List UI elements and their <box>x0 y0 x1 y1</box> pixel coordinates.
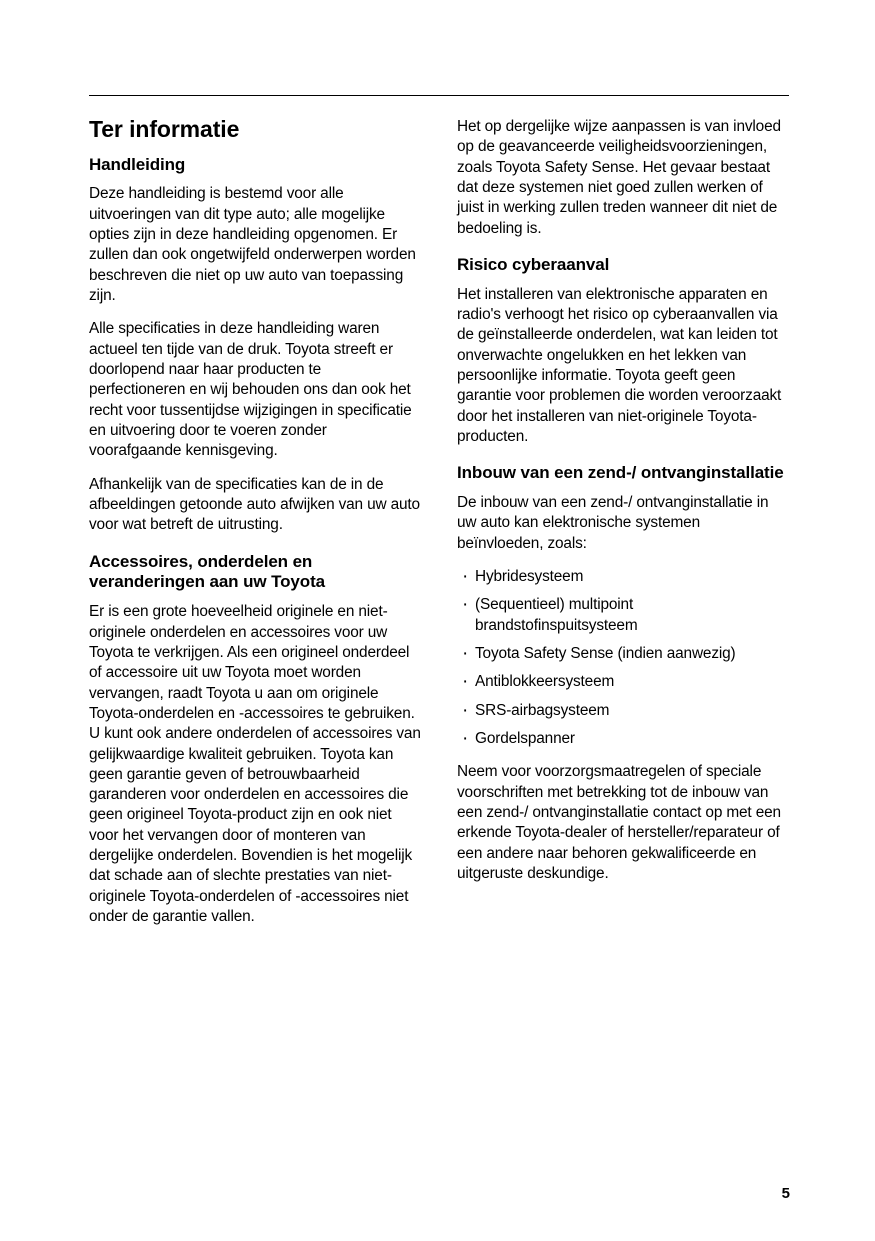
page-title: Ter informatie <box>89 116 240 142</box>
header-rule <box>89 95 789 96</box>
paragraph: Alle specificaties in deze handleiding waren actueel ten tijde van de druk. Toyota streeft er doorlopend naar haar producten te perfectioneren en wij behouden ons dan ook het recht voor tussentijdse wijzigingen in specificatie en uitvoering door te voeren zonder voorafgaande kennisgeving. <box>89 320 412 460</box>
list-item: · Hybridesysteem <box>457 567 789 587</box>
list-item: · Gordelspanner <box>457 729 789 749</box>
paragraph: Neem voor voorzorgsmaatregelen of speciale voorschriften met betrekking tot de inbouw van een zend-/ ontvanginstallatie contact op met een erkende Toyota-dealer of hersteller/reparateur of een andere naar behoren gekwalificeerde en uitgeruste deskundige. <box>457 763 781 882</box>
section-heading-handleiding: Handleiding <box>89 154 186 174</box>
section-heading-risico-cyberaanval: Risico cyberaanval <box>457 254 610 274</box>
two-column-layout <box>89 117 789 940</box>
paragraph: Het installeren van elektronische apparaten en radio's verhoogt het risico op cyberaanvallen via de geïnstalleerde onderdelen, wat kan leiden tot onverwachte ongelukken en het lekken van persoonlijke informatie. Toyota geeft geen garantie voor problemen die worden veroorzaakt door het installeren van niet-originele Toyota-producten. <box>457 285 782 445</box>
paragraph: Het op dergelijke wijze aanpassen is van invloed op de geavanceerde veiligheidsvoorzieningen, zoals Toyota Safety Sense. Het gevaar bestaat dat deze systemen niet goed zullen werken of juist in werking zullen treden wanneer dit niet de bedoeling is. <box>457 118 781 237</box>
list-item: · SRS-airbagsysteem <box>457 701 789 721</box>
left-column <box>89 117 421 940</box>
paragraph: De inbouw van een zend-/ ontvanginstallatie in uw auto kan elektronische systemen beïnvloeden, zoals: <box>457 494 769 552</box>
list-item: · Toyota Safety Sense (indien aanwezig) <box>457 644 789 664</box>
paragraph: Deze handleiding is bestemd voor alle uitvoeringen van dit type auto; alle mogelijke opties zijn in deze handleiding opgenomen. Er zullen dan ook ongetwijfeld onderwerpen worden beschreven die niet op uw auto van toepassing zijn. <box>89 185 416 305</box>
page-number: 5 <box>781 1185 790 1202</box>
page-content <box>89 95 789 940</box>
right-column <box>457 117 789 940</box>
list-item: · (Sequentieel) multipoint brandstofinspuitsysteem <box>457 595 789 636</box>
paragraph: Er is een grote hoeveelheid originele en niet-originele onderdelen en accessoires voor uw Toyota te verkrijgen. Als een origineel onderdeel of accessoire uit uw Toyota moet worden vervangen, raadt Toyota u aan om originele Toyota-onderdelen en -accessoires te gebruiken. U kunt ook andere onderdelen of accessoires van gelijkwaardige kwaliteit gebruiken. Toyota kan geen garantie geven of betrouwbaarheid garanderen voor onderdelen en accessoires die geen origineel Toyota-product zijn en ook niet voor het vervangen door of monteren van dergelijke onderdelen. Bovendien is het mogelijk dat schade aan of slechte prestaties van niet-originele Toyota-onderdelen of -accessoires niet onder de garantie vallen. <box>89 603 421 926</box>
paragraph: Afhankelijk van de specificaties kan de in de afbeeldingen getoonde auto afwijken van uw auto voor wat betreft de uitrusting. <box>89 475 420 534</box>
section-heading-inbouw-zend-ontvanginstallatie: Inbouw van een zend-/ ontvanginstallatie <box>457 463 784 483</box>
section-heading-accessoires: Accessoires, onderdelen en veranderingen aan uw Toyota <box>89 551 325 592</box>
systems-list <box>457 567 789 749</box>
list-item: · Antiblokkeersysteem <box>457 672 789 692</box>
